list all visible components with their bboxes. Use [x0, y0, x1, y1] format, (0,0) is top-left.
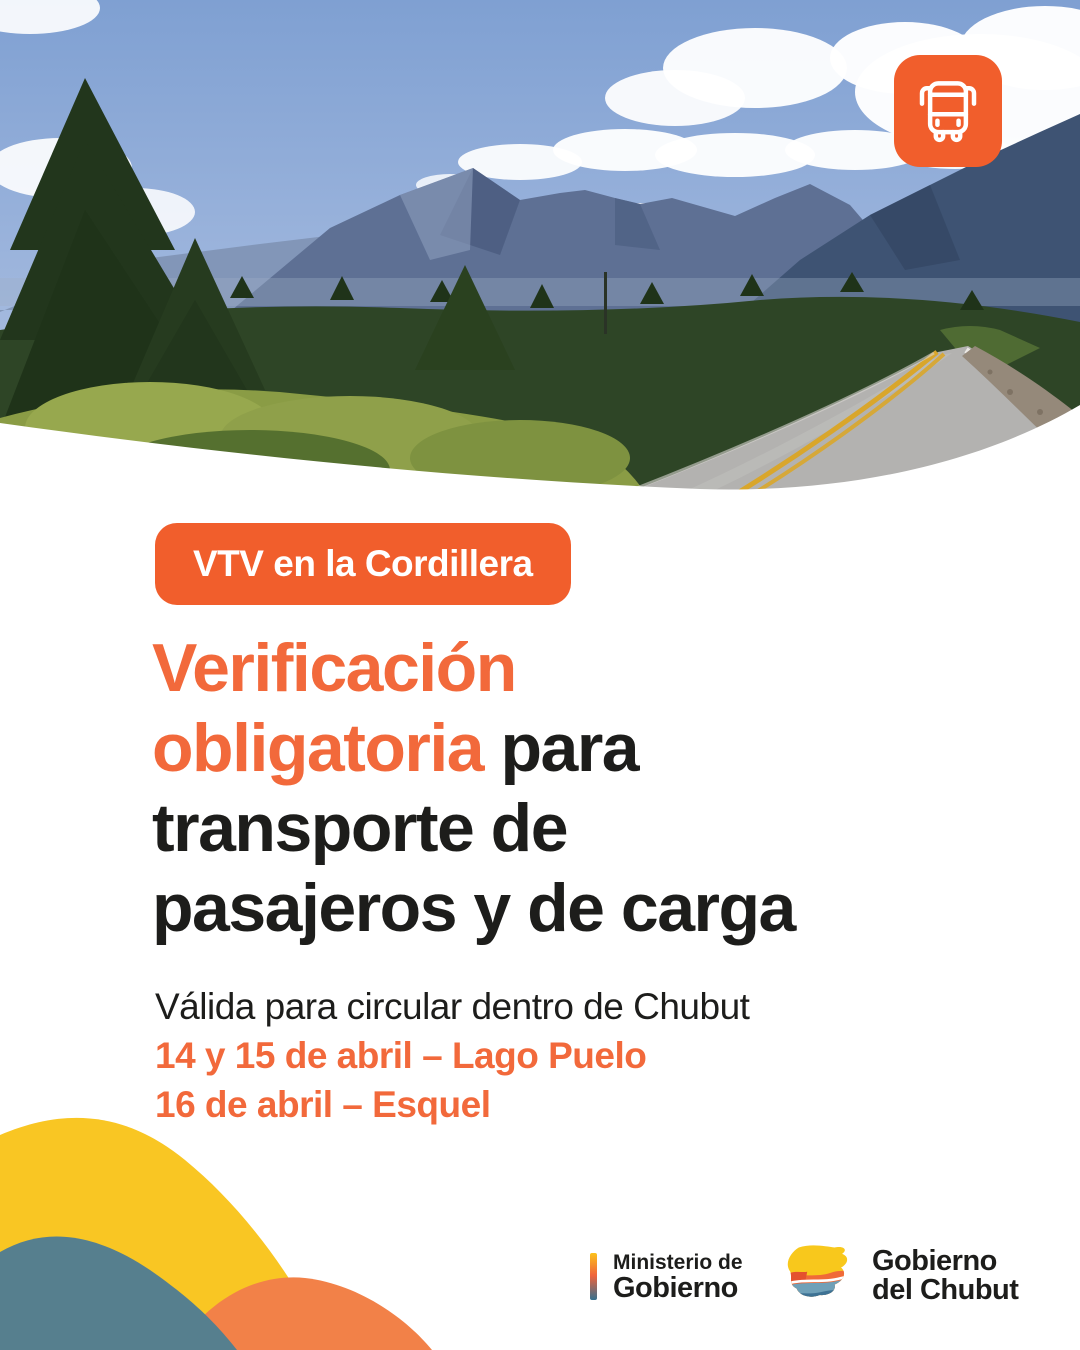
chubut-map-logo-icon	[784, 1243, 860, 1309]
ministry-text	[613, 1251, 743, 1303]
ministry-bottom-label: Gobierno	[613, 1272, 738, 1304]
government-bottom-label: del Chubut	[872, 1274, 1019, 1306]
headline-line-4: pasajeros y de carga	[152, 870, 795, 946]
headline-line-1: Verificación	[152, 630, 516, 706]
date-lago-puelo: 14 y 15 de abril – Lago Puelo	[155, 1035, 647, 1076]
topic-badge	[155, 523, 571, 605]
government-top-label: Gobierno	[872, 1245, 997, 1277]
ministry-gradient-bar-icon	[590, 1253, 597, 1300]
topic-badge-label: VTV en la Cordillera	[193, 543, 533, 584]
validity-text: Válida para circular dentro de Chubut	[155, 986, 750, 1027]
government-text	[872, 1247, 1018, 1305]
ministry-top-label: Ministerio de	[613, 1251, 743, 1274]
bus-icon	[909, 72, 987, 150]
government-lockup	[784, 1243, 1018, 1309]
bus-icon-badge	[894, 55, 1002, 167]
ministry-lockup	[590, 1251, 743, 1303]
headline-line-2: obligatoria para	[152, 710, 639, 786]
decorative-corner-shapes	[0, 1100, 560, 1350]
date-esquel: 16 de abril – Esquel	[155, 1084, 491, 1125]
headline-line-3: transporte de	[152, 790, 568, 866]
page-title	[152, 628, 1032, 948]
